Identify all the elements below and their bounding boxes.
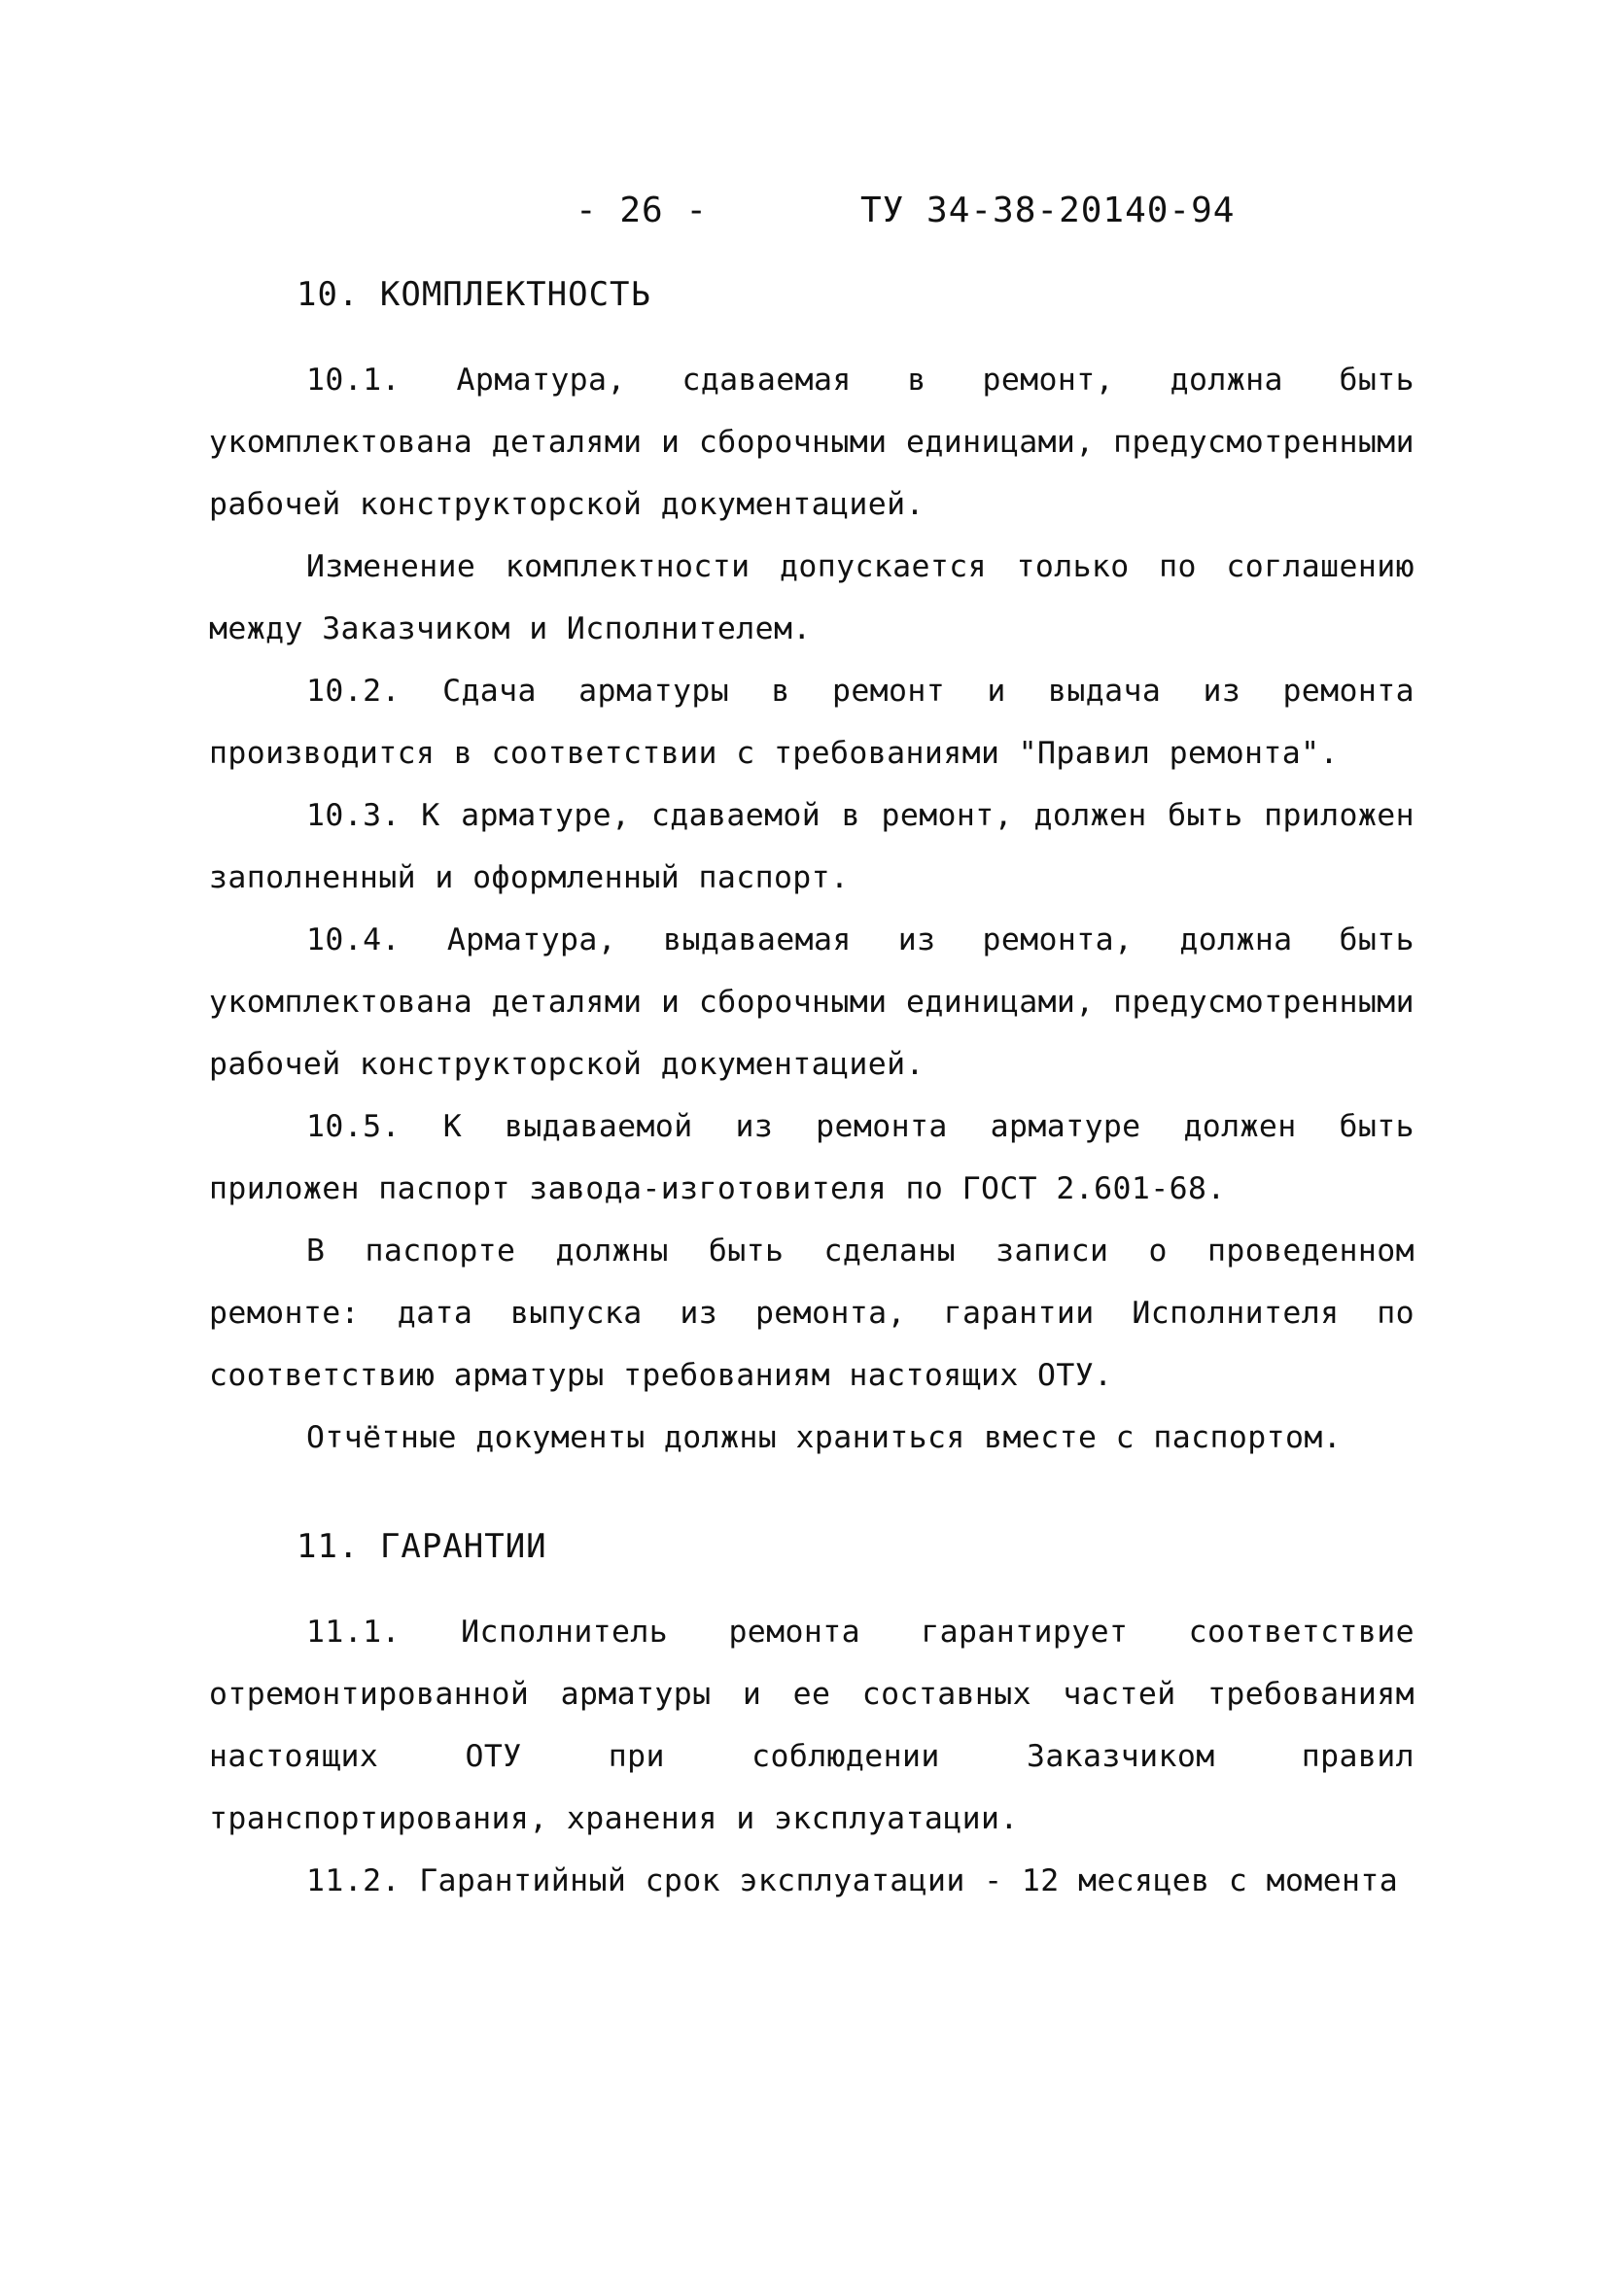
paragraph-11-1: 11.1. Исполнитель ремонта гарантирует соответствие отремонтированной арматуры и ее составных частей требованиям настоящих ОТУ при соблюдении Заказчиком правил транспортирования, хранения и эксплуатации.: [209, 1615, 1415, 1836]
document-code: ТУ 34-38-20140-94: [860, 191, 1236, 230]
paragraph-10-5: 10.5. К выдаваемой из ремонта арматуре должен быть приложен паспорт завода-изготовителя по ГОСТ 2.601-68.: [209, 1109, 1415, 1206]
section-10-title: 10. КОМПЛЕКТНОСТЬ: [297, 275, 651, 314]
paragraph-10-4: 10.4. Арматура, выдаваемая из ремонта, должна быть укомплектована деталями и сборочными единицами, предусмотренными рабочей конструкторской документацией.: [209, 922, 1415, 1082]
paragraph-10-5-reports: Отчётные документы должны храниться вместе с паспортом.: [306, 1420, 1343, 1455]
page-header: [0, 191, 1607, 239]
section-11-title: 11. ГАРАНТИИ: [297, 1527, 547, 1566]
document-body: [209, 267, 1415, 1912]
page-number: - 26 -: [576, 191, 709, 230]
paragraph-10-5-note: В паспорте должны быть сделаны записи о проведенном ремонте: дата выпуска из ремонта, гарантии Исполнителя по соответствию арматуры требованиям настоящих ОТУ.: [209, 1234, 1415, 1393]
paragraph-10-1: 10.1. Арматура, сдаваемая в ремонт, должна быть укомплектована деталями и сборочными единицами, предусмотренными рабочей конструкторской документацией.: [209, 363, 1415, 522]
paragraph-11-2: 11.2. Гарантийный срок эксплуатации - 12 месяцев с момента: [306, 1863, 1399, 1898]
paragraph-10-2: 10.2. Сдача арматуры в ремонт и выдача из ремонта производится в соответствии с требованиями "Правил ремонта".: [209, 674, 1415, 771]
paragraph-10-1-note: Изменение комплектности допускается только по соглашению между Заказчиком и Исполнителем.: [209, 549, 1415, 646]
paragraph-10-3: 10.3. К арматуре, сдаваемой в ремонт, должен быть приложен заполненный и оформленный паспорт.: [209, 798, 1415, 895]
